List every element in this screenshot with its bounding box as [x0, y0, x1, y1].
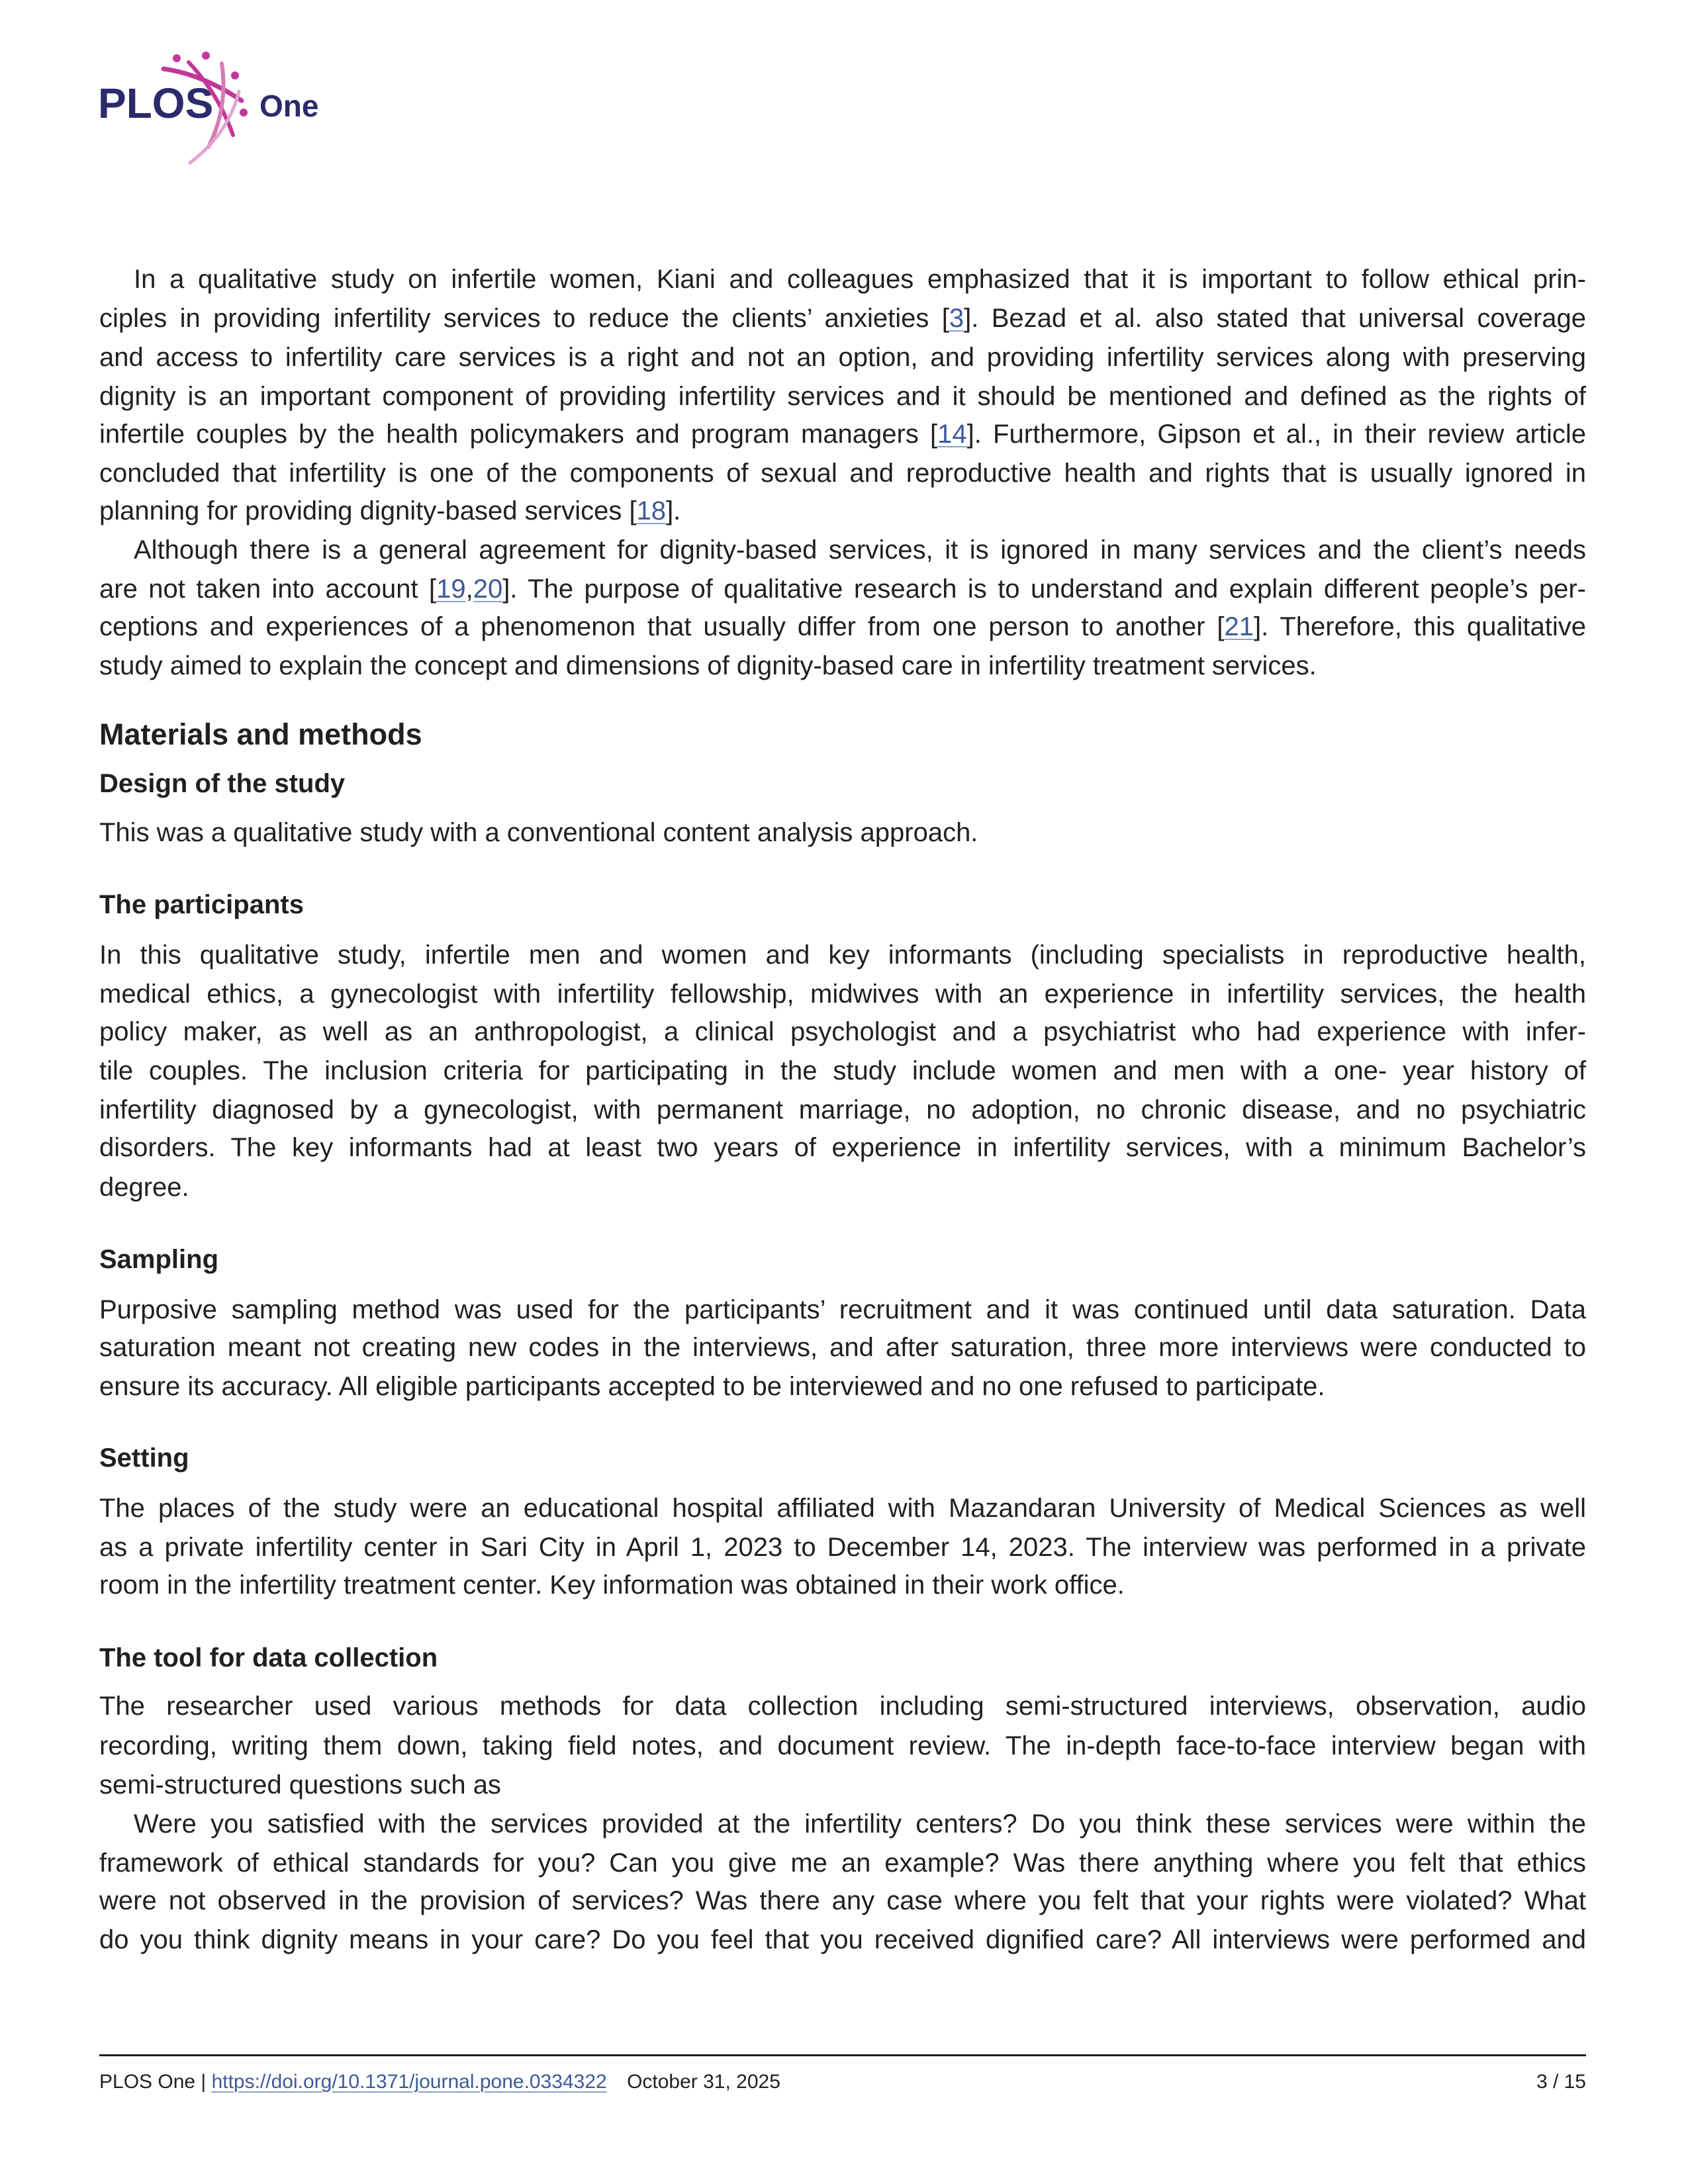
subheading-setting: Setting: [99, 1443, 189, 1473]
text-line: semi-structured questions such as: [99, 1770, 501, 1799]
citation-link-14[interactable]: 14: [937, 420, 967, 449]
text-line: ciples in providing infertility services to reduce the clients’ anxieties [3]. Bezad et al. also stated that universal coverage: [99, 304, 1586, 333]
citation-link-18[interactable]: 18: [636, 496, 667, 525]
text-line: disorders. The key informants had at least two years of experience in infertility services, with a minimum Bachelor’s: [99, 1133, 1586, 1162]
text-line: The places of the study were an educational hospital affiliated with Mazandaran University of Medical Sciences as well: [99, 1494, 1586, 1523]
text-line: framework of ethical standards for you? Can you give me an example? Was there anything where you felt that ethics: [99, 1848, 1586, 1878]
footer-journal-name: PLOS One: [99, 2071, 196, 2093]
plos-logo-icon: [96, 48, 348, 167]
svg-text:PLOS: PLOS: [98, 79, 214, 127]
subheading-sampling: Sampling: [99, 1245, 219, 1274]
text-line: saturation meant not creating new codes in the interviews, and after saturation, three more interviews were conducted to: [99, 1333, 1586, 1362]
page-number: 3 / 15: [1536, 2071, 1586, 2093]
publication-date: October 31, 2025: [627, 2071, 780, 2093]
citation-link-20[interactable]: 20: [473, 574, 503, 604]
text-line: and access to infertility care services is a right and not an option, and providing infertility services along with preserving: [99, 343, 1586, 372]
text-line: policy maker, as well as an anthropologist, a clinical psychologist and a psychiatrist who had experience with infer-: [99, 1017, 1586, 1046]
text-line: ceptions and experiences of a phenomenon that usually differ from one person to another [21]. Therefore, this qualitative: [99, 612, 1586, 641]
text-line: The researcher used various methods for data collection including semi-structured interviews, observation, audio: [99, 1692, 1586, 1721]
text-line: are not taken into account [19,20]. The purpose of qualitative research is to understand and explain different people’s per-: [99, 574, 1586, 604]
text-line: as a private infertility center in Sari City in April 1, 2023 to December 14, 2023. The interview was performed in a private: [99, 1533, 1586, 1562]
plos-one-logo: [96, 48, 348, 167]
svg-text:One: One: [259, 89, 319, 123]
text-line: planning for providing dignity-based services [18].: [99, 496, 681, 525]
text-line: dignity is an important component of providing infertility services and it should be mentioned and defined as the rights of: [99, 382, 1586, 411]
text-line: Although there is a general agreement for dignity-based services, it is ignored in many services and the client’s needs: [134, 535, 1586, 565]
citation-link-21[interactable]: 21: [1224, 612, 1254, 641]
text-line: recording, writing them down, taking field notes, and document review. The in-depth face-to-face interview began with: [99, 1731, 1586, 1760]
text-line: room in the infertility treatment center. Key information was obtained in their work office.: [99, 1570, 1125, 1600]
text-line: tile couples. The inclusion criteria for participating in the study include women and men with a one- year history of: [99, 1056, 1586, 1085]
text-line: Purposive sampling method was used for the participants’ recruitment and it was continued until data saturation. Data: [99, 1295, 1586, 1324]
text-line: study aimed to explain the concept and dimensions of dignity-based care in infertility treatment services.: [99, 651, 1317, 680]
text-line: degree.: [99, 1173, 189, 1202]
text-line: In this qualitative study, infertile men and women and key informants (including specialists in reproductive health,: [99, 940, 1586, 970]
citation-link-3[interactable]: 3: [949, 304, 964, 333]
citation-link-19[interactable]: 19: [436, 574, 466, 604]
footer-divider: [99, 2054, 1586, 2056]
section-heading-materials-methods: Materials and methods: [99, 717, 422, 751]
text-line: medical ethics, a gynecologist with infertility fellowship, midwives with an experience in infertility services, the health: [99, 979, 1586, 1009]
subheading-data-collection-tool: The tool for data collection: [99, 1643, 438, 1672]
text-line: infertility diagnosed by a gynecologist, with permanent marriage, no adoption, no chronic disease, and no psychiatric: [99, 1095, 1586, 1124]
text-line: This was a qualitative study with a conventional content analysis approach.: [99, 818, 978, 847]
text-line: ensure its accuracy. All eligible participants accepted to be interviewed and no one refused to participate.: [99, 1372, 1325, 1401]
footer-separator: |: [201, 2071, 207, 2093]
text-line: do you think dignity means in your care? Do you feel that you received dignified care? All interviews were performed and: [99, 1925, 1586, 1954]
doi-link[interactable]: https://doi.org/10.1371/journal.pone.0334322: [211, 2071, 607, 2093]
text-line: infertile couples by the health policymakers and program managers [14]. Furthermore, Gipson et al., in their review article: [99, 420, 1586, 449]
subheading-design: Design of the study: [99, 769, 346, 798]
page-footer: [99, 2068, 1586, 2097]
text-line: In a qualitative study on infertile women, Kiani and colleagues emphasized that it is important to follow ethical prin-: [134, 265, 1586, 294]
text-line: were not observed in the provision of services? Was there any case where you felt that your rights were violated? What: [99, 1886, 1586, 1915]
text-line: Were you satisfied with the services provided at the infertility centers? Do you think these services were within the: [134, 1809, 1586, 1839]
text-line: concluded that infertility is one of the components of sexual and reproductive health and rights that is usually ignored in: [99, 459, 1586, 488]
subheading-participants: The participants: [99, 890, 304, 919]
